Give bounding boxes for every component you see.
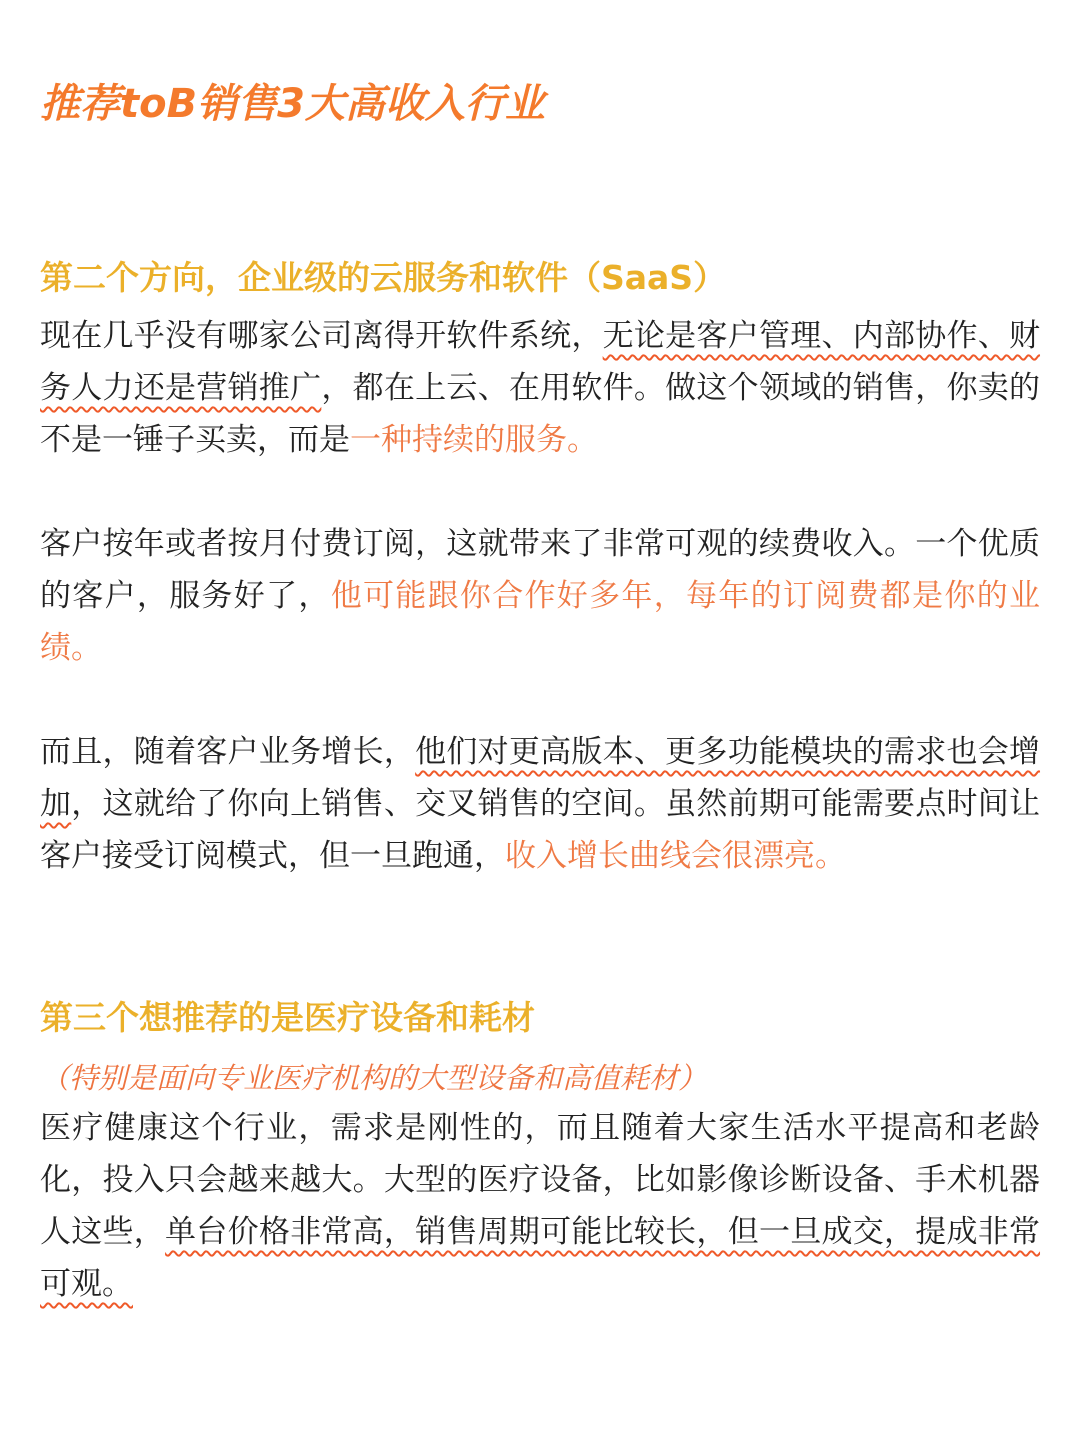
paragraph-saas-subscription: [40, 518, 1040, 674]
paragraph-saas-intro: [40, 310, 1040, 466]
paragraph-saas-upsell: [40, 726, 1040, 882]
highlighted-text: 一种持续的服务。: [350, 422, 598, 458]
underlined-text: 单台价格非常高，销售周期可能比较长，但一旦成交，提成非常可观。: [40, 1214, 1041, 1302]
highlighted-text: 收入增长曲线会很漂亮。: [505, 838, 846, 874]
page-title: 推荐toB销售3大高收入行业: [40, 81, 545, 127]
highlighted-text: 他可能跟你合作好多年，每年的订阅费都是你的业绩。: [40, 578, 1041, 666]
text-segment: 客户按年或者按月付费订阅，这就带来了非常可观的续费收入。一个优质的客户，服务好了，: [40, 526, 1040, 614]
text-segment: ，都在上云、在用软件。做这个领域的销售，你卖的不是一锤子买卖，而是: [40, 370, 1041, 458]
text-segment: ，这就给了你向上销售、交叉销售的空间。虽然前期可能需要点时间让客户接受订阅模式，但一旦跑通，: [40, 786, 1041, 874]
section-heading-medical: 第三个想推荐的是医疗设备和耗材: [40, 998, 535, 1037]
paragraph-medical: [40, 1102, 1040, 1310]
section-heading-saas: 第二个方向，企业级的云服务和软件（SaaS）: [40, 258, 727, 297]
underlined-text: 无论是客户管理、内部协作、财务人力还是营销推广: [40, 318, 1041, 406]
underlined-text: 他们对更高版本、更多功能模块的需求也会增加: [40, 734, 1041, 822]
text-segment: 现在几乎没有哪家公司离得开软件系统，: [40, 318, 603, 354]
text-segment: 而且，随着客户业务增长，: [40, 734, 416, 770]
text-segment: 医疗健康这个行业，需求是刚性的，而且随着大家生活水平提高和老龄化，投入只会越来越大。大型的医疗设备，比如影像诊断设备、手术机器人这些，: [40, 1110, 1040, 1250]
section-subheading-medical: （特别是面向专业医疗机构的大型设备和高值耗材）: [40, 1061, 708, 1095]
